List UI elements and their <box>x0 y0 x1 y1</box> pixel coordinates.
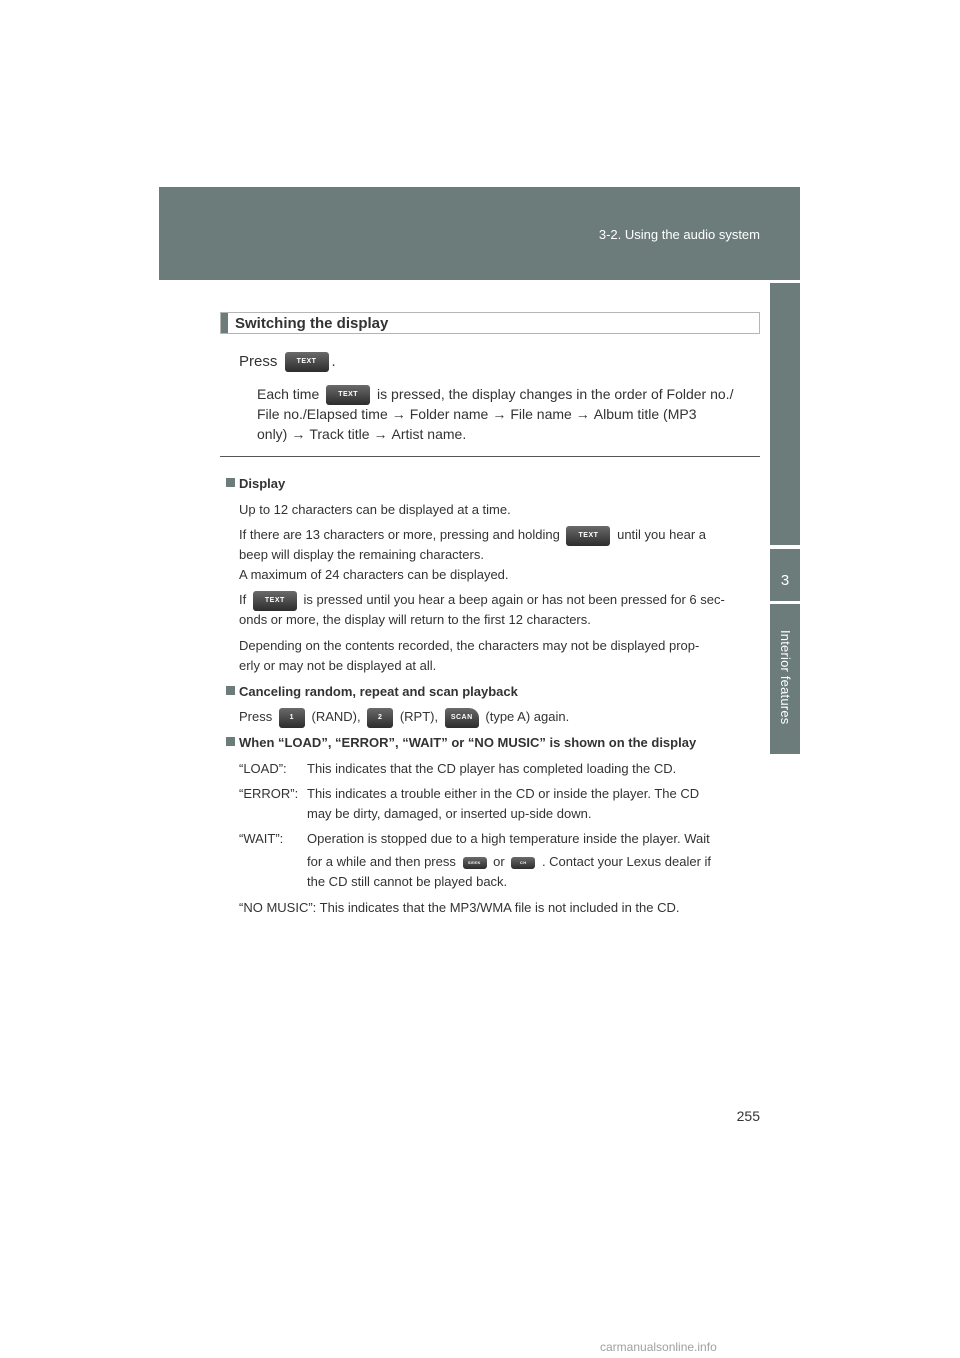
press-end: . <box>331 353 336 370</box>
nomusic-line: “NO MUSIC”: This indicates that the MP3/WMA file is not included in the CD. <box>239 900 680 915</box>
wait-value-line3: the CD still cannot be played back. <box>307 874 508 889</box>
arrow-icon: → <box>391 406 406 422</box>
p3b: is pressed until you hear a beep again or has not been pressed for 6 sec- <box>303 592 725 607</box>
error-key: “ERROR”: <box>239 786 299 801</box>
section-heading-bar <box>221 313 228 333</box>
wait-2b: or <box>493 854 505 869</box>
display-heading-text: Display <box>239 476 286 491</box>
each-time-label: Each time <box>257 386 320 402</box>
display-note-p4-line1: Depending on the contents recorded, the characters may not be displayed prop- <box>239 638 700 653</box>
cancel-note-heading <box>226 682 518 702</box>
rpt-label: (RPT), <box>399 709 439 724</box>
cancel-note-line <box>239 707 569 728</box>
section-divider <box>220 456 760 457</box>
wait-value-line2 <box>307 852 711 872</box>
switch-order-line-2 <box>257 404 697 424</box>
order-text-1: is pressed, the display changes in the order of Folder no./ <box>377 386 734 402</box>
switch-order-line-1 <box>257 384 733 405</box>
display-note-p3-line1 <box>239 590 725 611</box>
header-title: 3-2. Using the audio system <box>598 227 760 242</box>
square-bullet-icon <box>226 478 235 487</box>
arrow-icon: → <box>575 406 590 422</box>
button-2-icon: 2 <box>367 708 393 728</box>
order-text-3a: only) <box>257 426 288 442</box>
order-text-2b: Folder name <box>409 406 489 422</box>
watermark: carmanualsonline.info <box>600 1340 717 1354</box>
square-bullet-icon <box>226 686 235 695</box>
wait-key: “WAIT”: <box>239 831 284 846</box>
order-text-2d: Album title (MP3 <box>593 406 697 422</box>
press-label: Press <box>239 353 278 370</box>
cancel-press: Press <box>239 709 273 724</box>
error-value-line2: may be dirty, damaged, or inserted up-side down. <box>307 806 592 821</box>
display-note-p2-line2: beep will display the remaining characters. <box>239 547 484 562</box>
load-key: “LOAD”: <box>239 761 287 776</box>
press-text-line <box>239 352 336 372</box>
p2a: If there are 13 characters or more, pressing and holding <box>239 527 560 542</box>
load-value: This indicates that the CD player has completed loading the CD. <box>307 761 677 776</box>
error-value-line1: This indicates a trouble either in the CD or inside the player. The CD <box>307 786 700 801</box>
side-tab-upper <box>770 283 800 545</box>
error-heading-text: When “LOAD”, “ERROR”, “WAIT” or “NO MUSIC” is shown on the display <box>239 735 697 750</box>
display-note-p4-line2: erly or may not be displayed at all. <box>239 658 437 673</box>
header-band <box>159 187 800 280</box>
wait-value-line1: Operation is stopped due to a high temperature inside the player. Wait <box>307 831 710 846</box>
text-button-icon: TEXT <box>566 526 610 546</box>
display-note-p3-line2: onds or more, the display will return to the first 12 characters. <box>239 612 591 627</box>
wait-2a: for a while and then press <box>307 854 456 869</box>
arrow-icon: → <box>373 426 388 442</box>
text-button-icon: TEXT <box>326 385 370 405</box>
wait-2c: . Contact your Lexus dealer if <box>541 854 712 869</box>
display-note-heading <box>226 474 285 494</box>
display-note-p1: Up to 12 characters can be displayed at a time. <box>239 502 511 517</box>
error-note-heading <box>226 733 696 753</box>
p2b: until you hear a <box>617 527 706 542</box>
section-heading <box>220 312 760 334</box>
switch-order-line-3 <box>257 424 466 444</box>
section-title: Switching the display <box>235 315 389 332</box>
order-text-3c: Artist name. <box>391 426 467 442</box>
order-text-2c: File name <box>510 406 572 422</box>
rand-label: (RAND), <box>311 709 361 724</box>
ch-button-icon: CH <box>511 857 535 869</box>
text-button-icon: TEXT <box>253 591 297 611</box>
chapter-label: Interior features <box>778 630 793 725</box>
text-button-icon: TEXT <box>285 352 329 372</box>
arrow-icon: → <box>492 406 507 422</box>
seek-button-icon: SEEK <box>463 857 487 869</box>
display-note-p2-line3: A maximum of 24 characters can be displayed. <box>239 567 509 582</box>
square-bullet-icon <box>226 737 235 746</box>
button-1-icon: 1 <box>279 708 305 728</box>
page-number: 255 <box>736 1108 760 1124</box>
cancel-heading-text: Canceling random, repeat and scan playback <box>239 684 518 699</box>
arrow-icon: → <box>291 426 306 442</box>
chapter-number: 3 <box>780 572 790 589</box>
type-a-label: (type A) again. <box>485 709 570 724</box>
scan-button-icon: SCAN <box>445 708 479 728</box>
p3a: If <box>239 592 247 607</box>
order-text-3b: Track title <box>309 426 370 442</box>
order-text-2a: File no./Elapsed time <box>257 406 388 422</box>
display-note-p2-line1 <box>239 525 706 546</box>
